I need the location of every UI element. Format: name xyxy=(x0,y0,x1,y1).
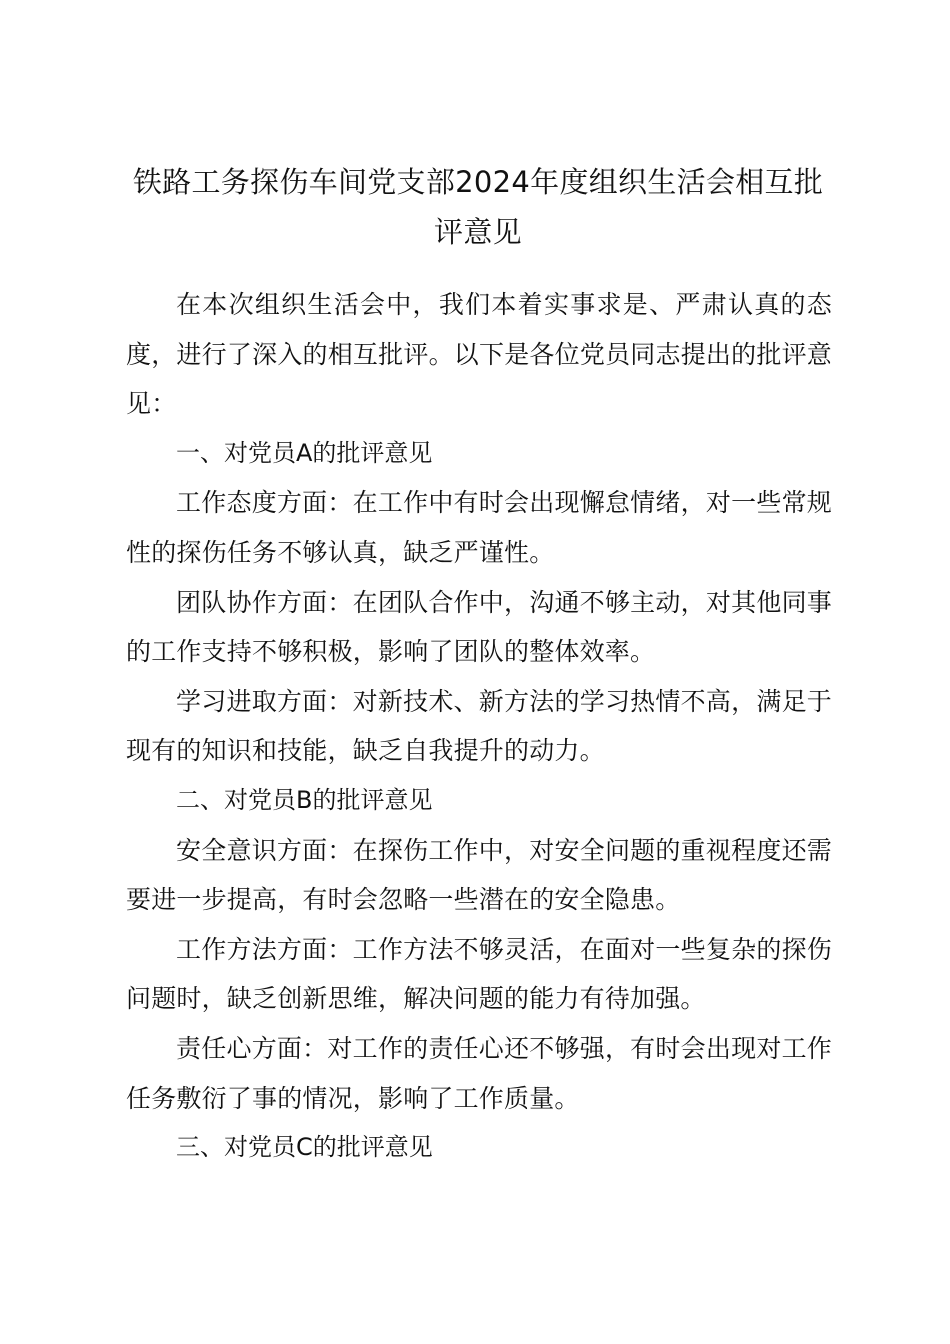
paragraph-a-learning: 学习进取方面：对新技术、新方法的学习热情不高，满足于现有的知识和技能，缺乏自我提升的动力。 xyxy=(126,686,832,766)
paragraph-b-method: 工作方法方面：工作方法不够灵活，在面对一些复杂的探伤问题时，缺乏创新思维，解决问题的能力有待加强。 xyxy=(126,934,832,1014)
paragraph-a-teamwork: 团队协作方面：在团队合作中，沟通不够主动，对其他同事的工作支持不够积极，影响了团队的整体效率。 xyxy=(126,587,832,667)
section-heading-c: 三、对党员C的批评意见 xyxy=(176,1133,433,1162)
document-title: 铁路工务探伤车间党支部2024年度组织生活会相互批评意见 xyxy=(132,165,824,249)
intro-paragraph: 在本次组织生活会中，我们本着实事求是、严肃认真的态度，进行了深入的相互批评。以下是各位党员同志提出的批评意见： xyxy=(126,290,832,419)
document-body xyxy=(126,280,832,1173)
paragraph-b-responsibility: 责任心方面：对工作的责任心还不够强，有时会出现对工作任务敷衍了事的情况，影响了工作质量。 xyxy=(126,1033,832,1113)
paragraph-b-safety: 安全意识方面：在探伤工作中，对安全问题的重视程度还需要进一步提高，有时会忽略一些潜在的安全隐患。 xyxy=(126,835,832,915)
section-heading-b: 二、对党员B的批评意见 xyxy=(176,785,433,814)
section-heading-a: 一、对党员A的批评意见 xyxy=(176,438,433,467)
paragraph-a-work-attitude: 工作态度方面：在工作中有时会出现懈怠情绪，对一些常规性的探伤任务不够认真，缺乏严谨性。 xyxy=(126,488,832,567)
